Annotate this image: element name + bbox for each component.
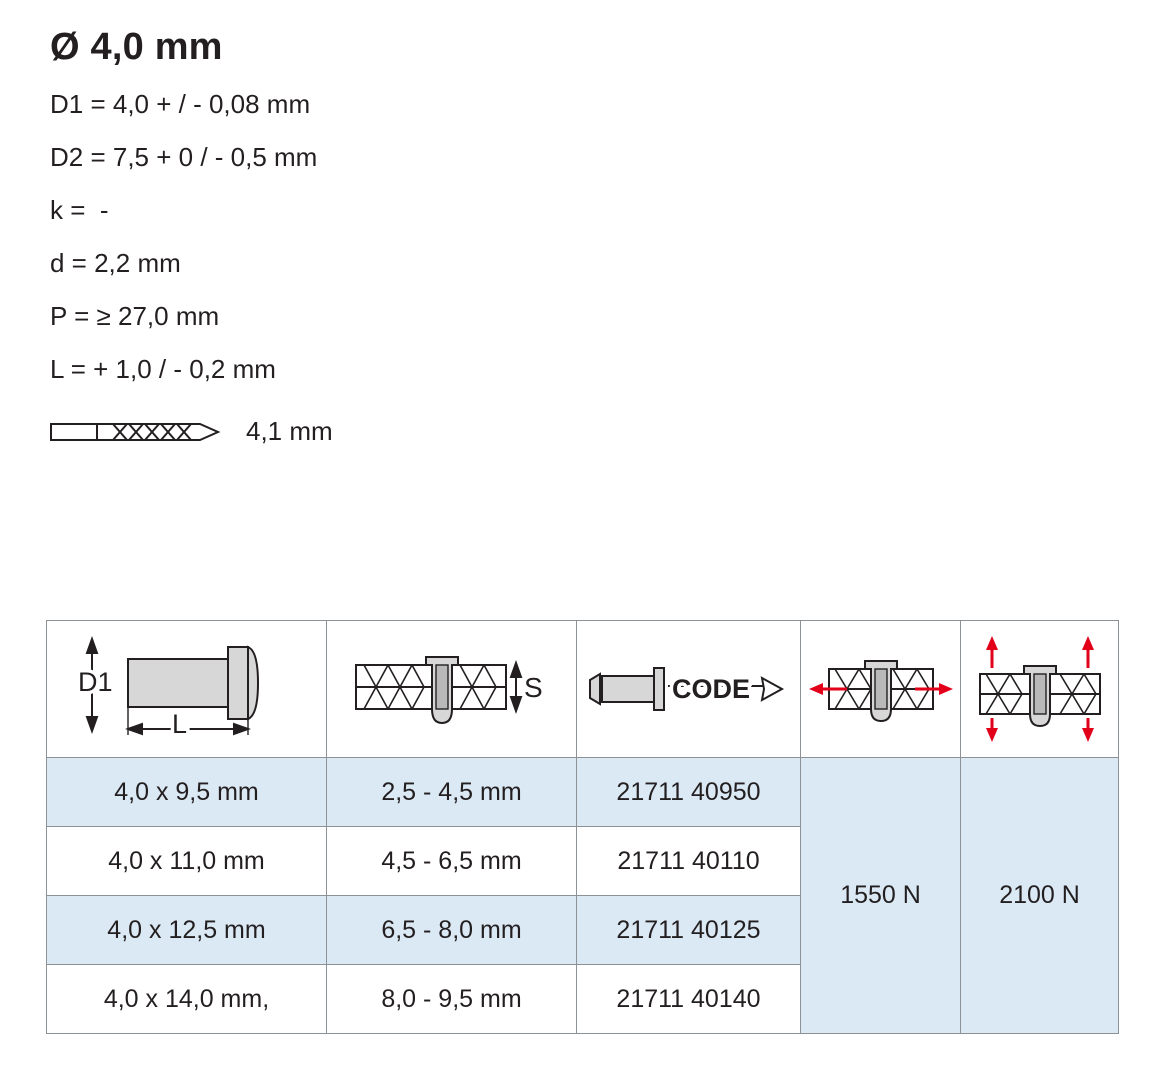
spec-line-p: P = ≥ 27,0 mm	[50, 301, 220, 331]
spec-line-l: L = + 1,0 / - 0,2 mm	[50, 354, 276, 384]
cell-shear-force: 1550 N	[801, 758, 961, 1034]
cell-clamp-range: 2,5 - 4,5 mm	[327, 758, 577, 827]
svg-text:L: L	[171, 709, 187, 739]
header-cell-shear-force	[801, 621, 961, 758]
drill-diameter-row	[50, 416, 1120, 447]
shear-force-arrows-icon	[801, 621, 960, 757]
drill-bit-icon	[50, 417, 228, 447]
drill-diameter-label: 4,1 mm	[246, 416, 333, 446]
svg-text:S: S	[523, 672, 543, 703]
spec-line-k: k = -	[50, 195, 109, 225]
svg-text:D1: D1	[77, 667, 113, 697]
cell-tensile-force: 2100 N	[961, 758, 1119, 1034]
spec-line-d: d = 2,2 mm	[50, 248, 181, 278]
rivet-dimension-d1-l-icon	[47, 621, 326, 757]
specification-list	[50, 91, 1120, 382]
cell-size: 4,0 x 9,5 mm	[47, 758, 327, 827]
cell-size: 4,0 x 14,0 mm,	[47, 965, 327, 1034]
rivet-table	[46, 620, 1118, 1034]
table-header-row	[47, 621, 1119, 758]
cell-code: 21711 40110	[577, 827, 801, 896]
cell-code: 21711 40140	[577, 965, 801, 1034]
rivet-clamp-range-s-icon	[327, 621, 576, 757]
table-row	[47, 758, 1119, 827]
page-title: Ø 4,0 mm	[50, 26, 223, 68]
spec-line-d1: D1 = 4,0 + / - 0,08 mm	[50, 89, 311, 119]
svg-text:CODE: CODE	[672, 674, 751, 704]
cell-clamp-range: 6,5 - 8,0 mm	[327, 896, 577, 965]
cell-code: 21711 40950	[577, 758, 801, 827]
cell-clamp-range: 8,0 - 9,5 mm	[327, 965, 577, 1034]
header-cell-code	[577, 621, 801, 758]
cell-clamp-range: 4,5 - 6,5 mm	[327, 827, 577, 896]
spec-line-d2: D2 = 7,5 + 0 / - 0,5 mm	[50, 142, 318, 172]
tensile-force-arrows-icon	[961, 621, 1118, 757]
header-cell-dimension	[47, 621, 327, 758]
header-cell-tensile-force	[961, 621, 1119, 758]
rivet-code-mandrel-icon	[577, 621, 800, 757]
header-cell-clamp-range	[327, 621, 577, 758]
cell-code: 21711 40125	[577, 896, 801, 965]
cell-size: 4,0 x 12,5 mm	[47, 896, 327, 965]
cell-size: 4,0 x 11,0 mm	[47, 827, 327, 896]
